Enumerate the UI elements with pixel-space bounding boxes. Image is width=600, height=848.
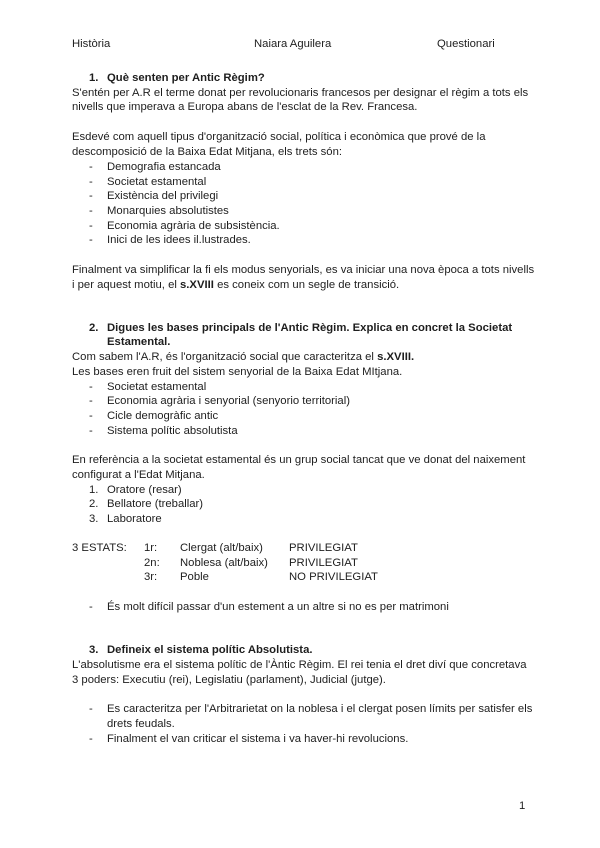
q1-trait: Inici de les idees il.lustrades. <box>107 234 251 246</box>
q2-base: Sistema polític absolutista <box>107 425 238 437</box>
q3-point-line: drets feudals. <box>107 718 175 730</box>
list-dash: - <box>89 381 93 393</box>
q2-p3-line2: configurat a l'Edat Mitjana. <box>72 469 205 481</box>
q2-note: És molt difícil passar d'un estement a un altre si no es per matrimoni <box>107 601 449 613</box>
q2-base: Cicle demogràfic antic <box>107 410 219 422</box>
estat-status: PRIVILEGIAT <box>289 557 358 569</box>
estat-status: NO PRIVILEGIAT <box>289 571 378 583</box>
q1-p1-line2: nivells que imperava a Europa abans de l'esclat de la Rev. Francesa. <box>72 101 418 113</box>
q1-trait: Economia agrària de subsistència. <box>107 220 280 232</box>
q2-number: 2. <box>89 322 99 334</box>
header-doc-type: Questionari <box>437 38 495 50</box>
q2-ordre-num: 3. <box>89 513 99 525</box>
q2-title-line1: Digues les bases principals de l'Antic Règim. Explica en concret la Societat <box>107 322 513 334</box>
q1-title: Què senten per Antic Règim? <box>107 72 265 84</box>
q1-p3-century: s.XVIII <box>180 279 214 291</box>
q3-title: Defineix el sistema polític Absolutista. <box>107 644 313 656</box>
q2-ordre: Bellatore (treballar) <box>107 498 204 510</box>
estats-label: 3 ESTATS: <box>72 542 127 554</box>
q1-p3-post: es coneix com un segle de transició. <box>213 279 400 291</box>
estat-order: 2n: <box>144 557 160 569</box>
estat-name: Clergat (alt/baix) <box>180 542 263 554</box>
q3-p1-line2: 3 poders: Executiu (rei), Legislatiu (parlament), Judicial (jutge). <box>72 674 386 686</box>
q1-p3-pre: i per aquest motiu, el <box>72 279 181 291</box>
list-dash: - <box>89 234 93 246</box>
q2-title-line2: Estamental. <box>107 336 171 348</box>
q2-ordre: Oratore (resar) <box>107 484 182 496</box>
q1-trait: Demografia estancada <box>107 161 221 173</box>
q1-number: 1. <box>89 72 99 84</box>
q1-trait: Existència del privilegi <box>107 190 219 202</box>
q2-p1-century: s.XVIII. <box>377 351 415 363</box>
q1-p3-line2 <box>72 278 399 293</box>
q3-p1-line1: L'absolutisme era el sistema polític de l'Àntic Règim. El rei tenia el dret diví que concretava <box>72 659 527 671</box>
q3-point-line: Es caracteritza per l'Arbitrarietat on la noblesa i el clergat posen límits per satisfer els <box>107 703 533 715</box>
q2-ordre-num: 1. <box>89 484 99 496</box>
estat-order: 3r: <box>144 571 158 583</box>
q2-p1-pre: Com sabem l'A.R, és l'organització social que caracteritza el <box>72 351 378 363</box>
list-dash: - <box>89 176 93 188</box>
list-dash: - <box>89 161 93 173</box>
q2-p2: Les bases eren fruit del sistem senyorial de la Baixa Edat MItjana. <box>72 366 403 378</box>
q1-p2-line2: descomposició de la Baixa Edat Mitjana, els trets són: <box>72 146 343 158</box>
q2-ordre: Laboratore <box>107 513 162 525</box>
estat-name: Poble <box>180 571 209 583</box>
q2-base: Economia agrària i senyorial (senyorio territorial) <box>107 395 350 407</box>
list-dash: - <box>89 601 93 613</box>
list-dash: - <box>89 703 93 715</box>
header-author: Naiara Aguilera <box>254 38 332 50</box>
q2-p3-line1: En referència a la societat estamental és un grup social tancat que ve donat del naixement <box>72 454 526 466</box>
header-subject: Història <box>72 38 111 50</box>
q2-p1 <box>72 350 414 365</box>
page-number: 1 <box>519 800 526 812</box>
q1-p1-line1: S'entén per A.R el terme donat per revolucionaris francesos per designar el règim a tots els <box>72 87 529 99</box>
list-dash: - <box>89 425 93 437</box>
q2-base: Societat estamental <box>107 381 207 393</box>
q3-point-line: Finalment el van criticar el sistema i va haver-hi revolucions. <box>107 733 409 745</box>
list-dash: - <box>89 220 93 232</box>
list-dash: - <box>89 410 93 422</box>
list-dash: - <box>89 733 93 745</box>
list-dash: - <box>89 395 93 407</box>
estat-status: PRIVILEGIAT <box>289 542 358 554</box>
estat-name: Noblesa (alt/baix) <box>180 557 268 569</box>
list-dash: - <box>89 190 93 202</box>
q1-trait: Monarquies absolutistes <box>107 205 229 217</box>
q1-p3-line1: Finalment va simplificar la fi els modus senyorials, es va iniciar una nova època a tots nivells <box>72 264 535 276</box>
q1-trait: Societat estamental <box>107 176 207 188</box>
list-dash: - <box>89 205 93 217</box>
q1-p2-line1: Esdevé com aquell tipus d'organització social, política i econòmica que prové de la <box>72 131 486 143</box>
estat-order: 1r: <box>144 542 158 554</box>
q3-number: 3. <box>89 644 99 656</box>
q2-ordre-num: 2. <box>89 498 99 510</box>
